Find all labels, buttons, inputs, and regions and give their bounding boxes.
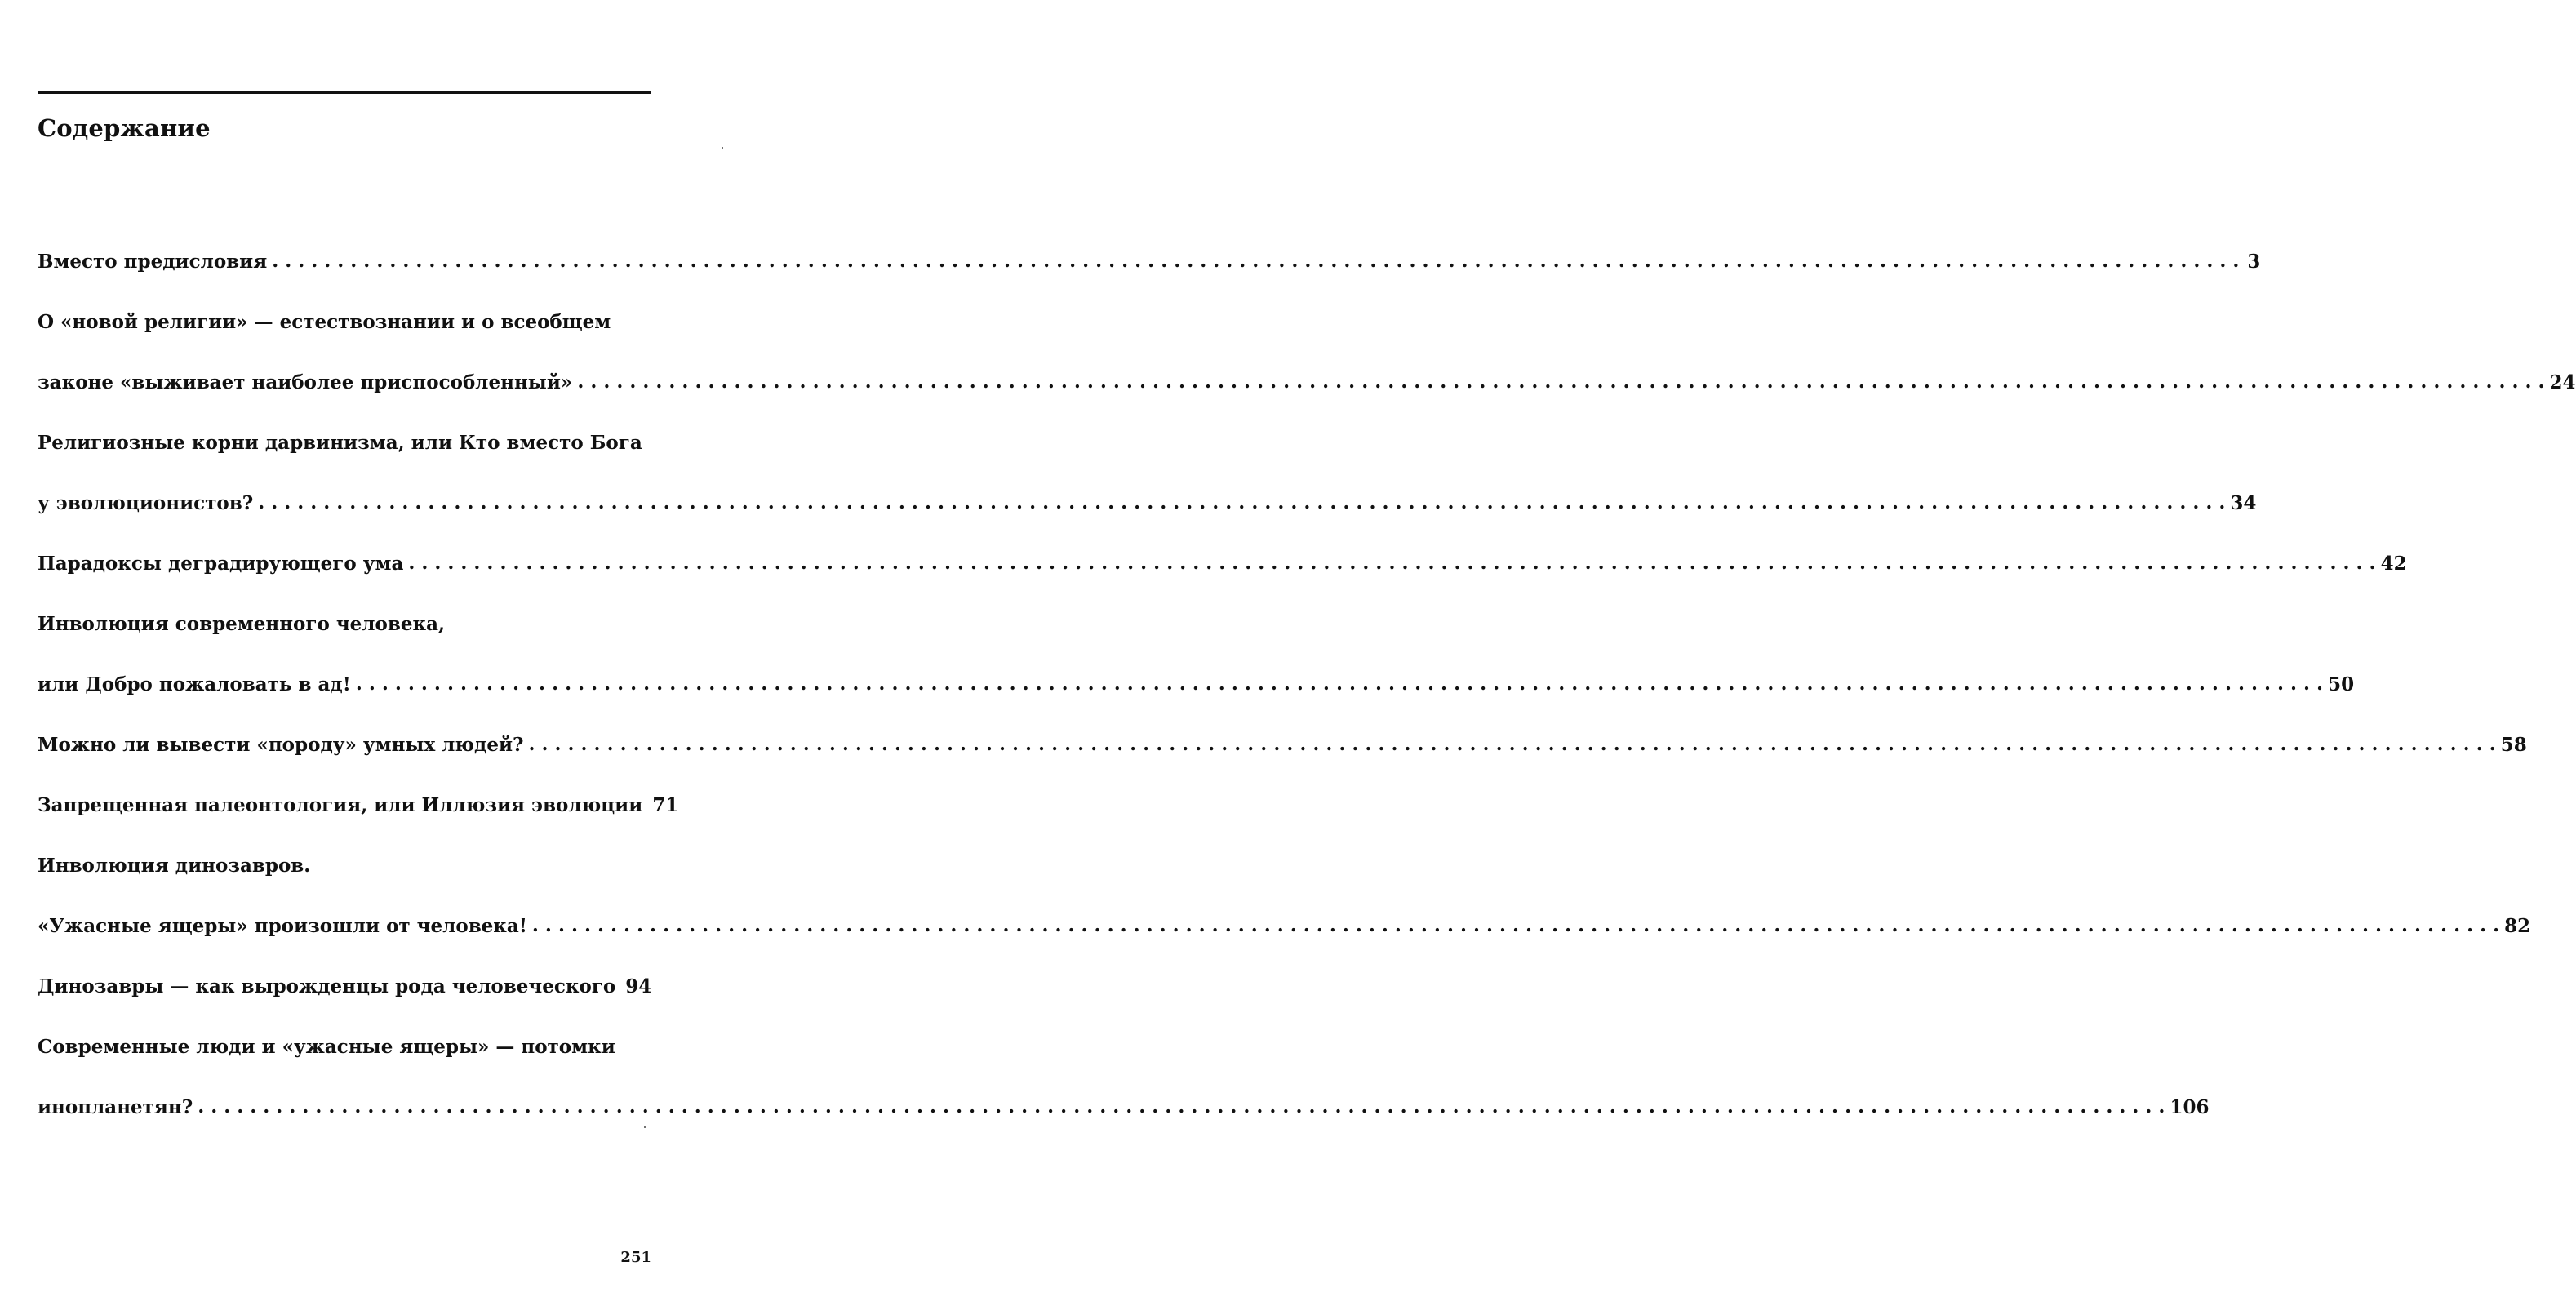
- dot-leader: [577, 371, 2544, 393]
- toc-entry[interactable]: [38, 956, 651, 1016]
- scan-speck: [722, 147, 723, 149]
- page-title: Содержание: [38, 114, 211, 142]
- table-of-contents: [38, 231, 2576, 1137]
- toc-entry-first-line[interactable]: [38, 1016, 651, 1077]
- toc-page-number: 82: [2504, 914, 2531, 937]
- toc-entry-title: Современные люди и «ужасные ящеры» — потомки: [38, 1035, 615, 1058]
- toc-entry-first-line[interactable]: [38, 412, 651, 473]
- toc-page-number: 106: [2170, 1095, 2210, 1118]
- dot-leader: [528, 733, 2495, 756]
- dot-leader: [272, 250, 2239, 273]
- toc-page-number: 24: [2549, 371, 2576, 393]
- toc-entry-title: Инволюция современного человека,: [38, 612, 446, 635]
- toc-page-number: 34: [2230, 491, 2257, 514]
- toc-entry-title: Религиозные корни дарвинизма, или Кто вместо Бога: [38, 431, 642, 454]
- toc-entry[interactable]: [38, 654, 2355, 714]
- toc-entry-first-line[interactable]: [38, 291, 651, 352]
- toc-page-number: 58: [2500, 733, 2527, 756]
- toc-entry-title: Парадоксы деградирующего ума: [38, 552, 404, 575]
- toc-entry-title: О «новой религии» — естествознании и о всеобщем: [38, 310, 611, 333]
- toc-entry[interactable]: [38, 714, 2527, 775]
- toc-entry-title: Можно ли вывести «породу» умных людей?: [38, 733, 524, 756]
- top-rule: [38, 91, 651, 94]
- dot-leader: [356, 673, 2323, 695]
- toc-entry-title-continued: или Добро пожаловать в ад!: [38, 673, 351, 695]
- toc-entry-title: Инволюция динозавров.: [38, 854, 311, 877]
- toc-entry[interactable]: [38, 231, 2261, 291]
- toc-entry-first-line[interactable]: [38, 593, 651, 654]
- scan-speck: [644, 1126, 646, 1128]
- toc-page-number: 50: [2328, 673, 2355, 695]
- toc-page-number: 42: [2380, 552, 2407, 575]
- toc-entry-title-continued: инопланетян?: [38, 1095, 193, 1118]
- toc-entry-first-line[interactable]: [38, 835, 651, 895]
- toc-entry-title-continued: «Ужасные ящеры» произошли от человека!: [38, 914, 527, 937]
- toc-entry[interactable]: [38, 352, 2576, 412]
- toc-entry-title-continued: у эволюционистов?: [38, 491, 254, 514]
- toc-page-number: 71: [652, 793, 679, 816]
- dot-leader: [532, 914, 2499, 937]
- dot-leader: [198, 1095, 2165, 1118]
- folio-page-number: 251: [620, 1249, 651, 1266]
- toc-page-number: 3: [2247, 250, 2261, 273]
- toc-entry-title: Запрещенная палеонтология, или Иллюзия эволюции: [38, 793, 643, 816]
- toc-entry[interactable]: [38, 895, 2531, 956]
- dot-leader: [258, 491, 2225, 514]
- toc-entry-title: Вместо предисловия: [38, 250, 268, 273]
- dot-leader: [408, 552, 2375, 575]
- toc-entry[interactable]: [38, 533, 2407, 593]
- toc-entry-title-continued: законе «выживает наиболее приспособленный»: [38, 371, 573, 393]
- toc-entry[interactable]: [38, 775, 679, 835]
- toc-entry-title: Динозавры — как вырожденцы рода человеческого: [38, 975, 616, 997]
- toc-entry[interactable]: [38, 473, 2257, 533]
- toc-page-number: 94: [625, 975, 652, 997]
- toc-entry[interactable]: [38, 1077, 2210, 1137]
